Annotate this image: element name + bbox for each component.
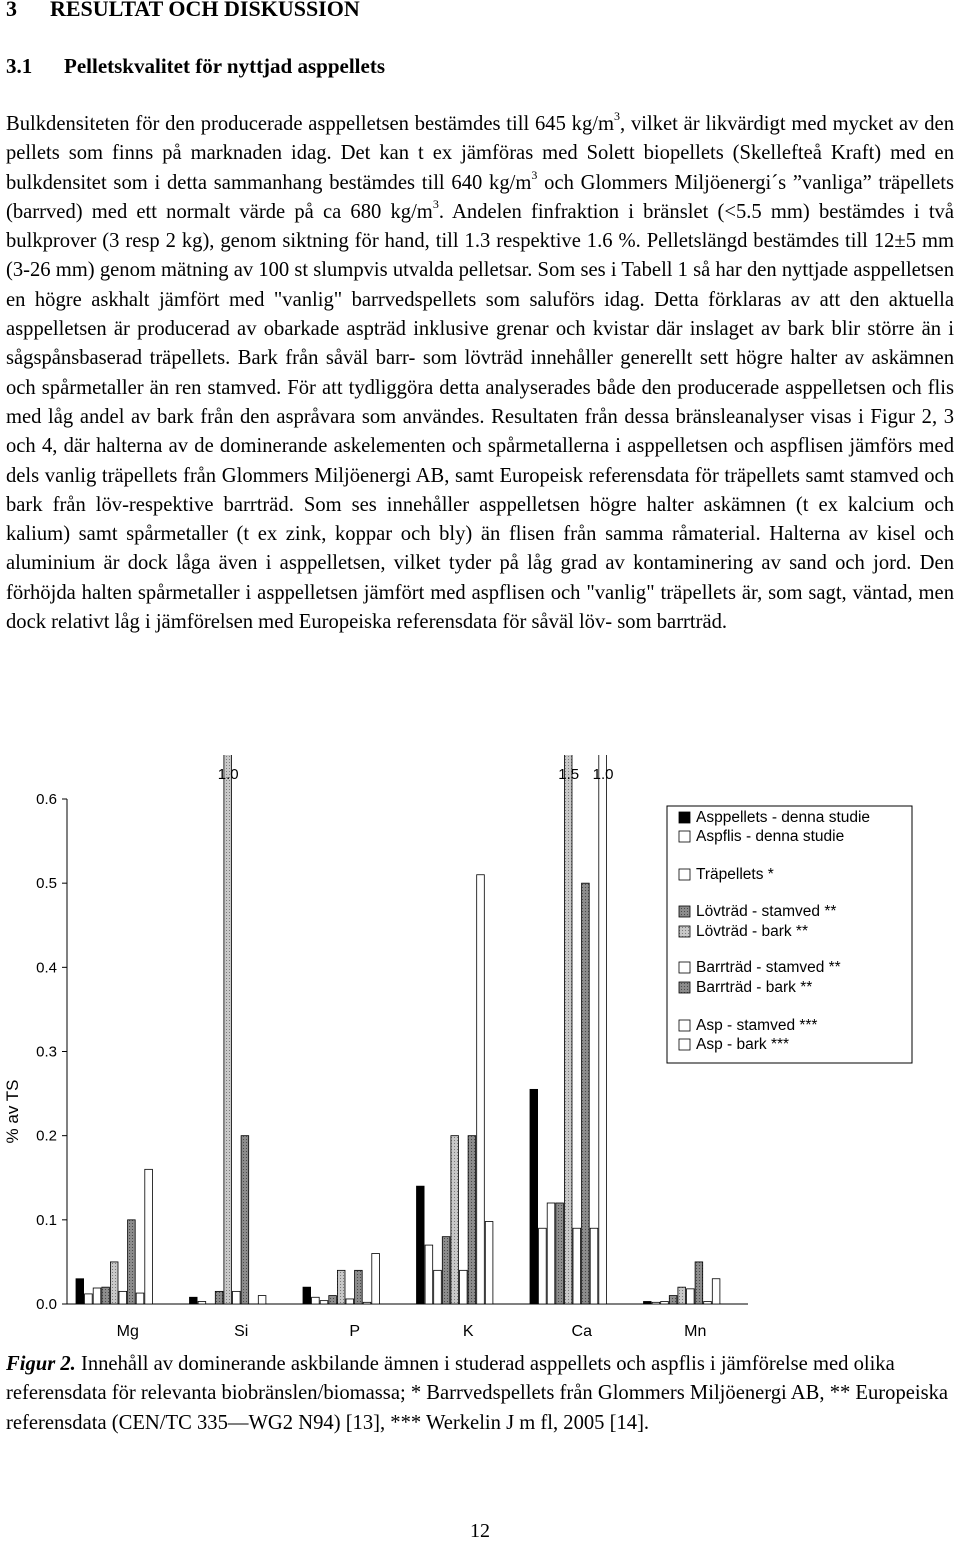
bar [346,1299,354,1304]
bar [337,1270,345,1304]
caption-text: Innehåll av dominerande askbilande ämnen i studerad asppellets och aspflis i jämförelse med olika referensdata för relevanta biobränslen/biomassa; * Barrvedspellets från Glommers Miljöenergi AB, ** Europeiska referensdata (CEN/TC 335—WG2 N94) [13], *** Werkelin J m fl, 2005 [14]. [6,1353,949,1434]
legend-label: Asp - bark *** [696,1036,790,1053]
bar [599,755,607,1304]
bar [530,1089,538,1304]
bar [372,1254,380,1305]
legend-swatch [679,962,690,973]
bar [425,1245,433,1304]
paragraph-text-3: och Glommers Miljöenergi´s ”vanliga” träpellets (barrved) med ett normalt värde på ca 680 kg/m [6,171,954,223]
y-tick-label: 0.1 [36,1211,57,1229]
bar [76,1279,84,1304]
bar [539,1228,547,1304]
legend-swatch [679,906,690,917]
bar [198,1301,206,1304]
bar [468,1136,476,1304]
bar-chart [0,755,960,1350]
bar [460,1270,468,1304]
bar [556,1203,564,1304]
body-paragraph [6,110,954,637]
bar [477,875,485,1304]
bar [442,1237,450,1304]
legend-label: Lövträd - stamved ** [696,903,837,920]
y-axis-label: % av TS [3,1079,22,1144]
legend-label: Asppellets - denna studie [696,809,871,826]
paragraph-text-1: Bulkdensiteten för den producerade asppelletsen bestämdes till 645 kg/m [6,113,615,135]
bar [695,1262,703,1304]
x-tick-label: Si [234,1323,249,1340]
figure-label: Figur 2. [6,1353,76,1375]
subsection-heading [6,54,385,79]
bar [669,1296,677,1304]
bar-value-label: 1.0 [592,766,614,783]
bar [329,1296,337,1304]
x-tick-label: Ca [571,1323,592,1340]
bar [320,1301,328,1304]
paragraph-text-2: , vilket är likvärdigt med mycket av den pellets som finns på marknaden idag. Det kan t ex jämföras med Solett biopellets (Skellefteå Kraft) med en bulkdensitet som i detta sammanhang bestämdes till 640 kg/m [6,113,954,194]
section-heading [6,0,360,22]
bar [573,1228,581,1304]
bar [644,1301,652,1304]
bar [661,1301,669,1304]
bar [687,1289,695,1304]
bar [712,1279,720,1304]
superscript: 3 [432,197,439,212]
bar [363,1302,371,1304]
bar [233,1291,241,1304]
y-tick-label: 0.6 [36,791,57,808]
figure-caption [6,1350,954,1438]
bar [145,1169,153,1304]
legend-swatch [679,869,690,880]
bar [652,1302,660,1304]
legend-label: Asp - stamved *** [696,1017,818,1034]
bar [110,1262,118,1304]
bar [451,1136,459,1304]
legend-swatch [679,831,690,842]
bar-value-label: 1.5 [558,766,580,783]
bar [241,1136,249,1304]
bar [312,1297,320,1304]
legend-swatch [679,982,690,993]
x-tick-label: K [462,1323,474,1340]
legend-label: Barrträd - stamved ** [696,959,841,976]
bar [102,1287,110,1304]
bar [417,1186,425,1304]
x-tick-label: Mn [684,1323,707,1340]
bar [355,1270,363,1304]
bar [93,1288,101,1304]
bar [119,1291,127,1304]
bar [190,1297,198,1304]
legend-swatch [679,812,690,823]
bar [582,883,590,1304]
bar [136,1293,144,1304]
bar [485,1222,493,1304]
x-tick-label: Mg [116,1323,139,1340]
legend-swatch [679,926,690,937]
paragraph-text-4: . Andelen finfraktion i bränslet (<5.5 mm) bestämdes i två bulkprover (3 resp 2 kg), genom siktning för hand, till 1.3 respektive 1.6 %. Pelletslängd bestämdes till 12±5 mm (3-26 mm) genom mätning av 100 st slumpvis utvalda pelletsar. Som ses i Tabell 1 så har den nyttjade asppelletsen en högre askhalt jämfört med "vanlig" barrvedspellets som saluförs idag. Detta förklaras av att den aktuella asppelletsen är producerad av obarkade aspträd inklusive grenar och kvistar där inslaget av bark blir större än i sågspånsbaserad träpellets. Bark från såväl barr- som lövträd innehåller generellt sett högre halter av askämnen och spårmetaller än ren stamved. För att tydliggöra detta analyserades både den producerade asppelletsen och flis med låg andel av bark från den aspråvara som användes. Resultaten från dessa bränsleanalyser visas i Figur 2, 3 och 4, där halterna av de dominerande askelementen och spårmetallerna i asppelletsen och aspflisen jämförs med dels vanlig träpellets från Glommers Miljöenergi AB, samt Europeisk referensdata för träpellets samt stamved och bark från löv-respektive barrträd. Som ses innehåller asppelletsen högre halter askämnen (t ex kalcium och kalium) samt spårmetaller (t ex zink, koppar och bly) än flisen från samma råmaterial. Halterna av kisel och aluminium är dock låga även i asppelletsen, vilket tyder på låg grad av kontaminering av sand och jord. Den förhöjda halten spårmetaller i asppelletsen jämfört med aspflisen och "vanlig" träpellets är, som sagt, väntad, men dock relativt låg i jämförelsen med Europeiska referensdata för såväl löv- som barrträd. [6,200,954,634]
x-tick-label: P [349,1323,361,1340]
bar [85,1294,93,1304]
page-number: 12 [470,1520,490,1542]
y-tick-label: 0.4 [36,959,57,977]
legend-label: Aspflis - denna studie [696,828,845,845]
bar [678,1287,686,1304]
bar [303,1287,311,1304]
legend-swatch [679,1020,690,1031]
legend-label: Träpellets * [696,866,774,883]
section-number: 3 [6,0,17,21]
section-title: RESULTAT OCH DISKUSSION [50,0,360,21]
bar [564,755,572,1304]
bar [224,755,232,1304]
bar [704,1301,712,1304]
y-tick-label: 0.0 [36,1296,57,1313]
y-tick-label: 0.5 [36,875,57,893]
bar [590,1228,598,1304]
legend-label: Barrträd - bark ** [696,979,813,996]
y-tick-label: 0.2 [36,1127,57,1145]
bar [215,1291,223,1304]
superscript: 3 [614,109,621,124]
bar [434,1270,442,1304]
legend-swatch [679,1039,690,1050]
bar [128,1220,136,1304]
bar [547,1203,555,1304]
y-tick-label: 0.3 [36,1043,57,1061]
bar-value-label: 1.0 [217,766,239,783]
subsection-title: Pelletskvalitet för nyttjad asppellets [64,54,385,78]
subsection-number: 3.1 [6,54,33,78]
legend-label: Lövträd - bark ** [696,923,808,940]
bar [258,1296,266,1304]
superscript: 3 [531,167,538,182]
